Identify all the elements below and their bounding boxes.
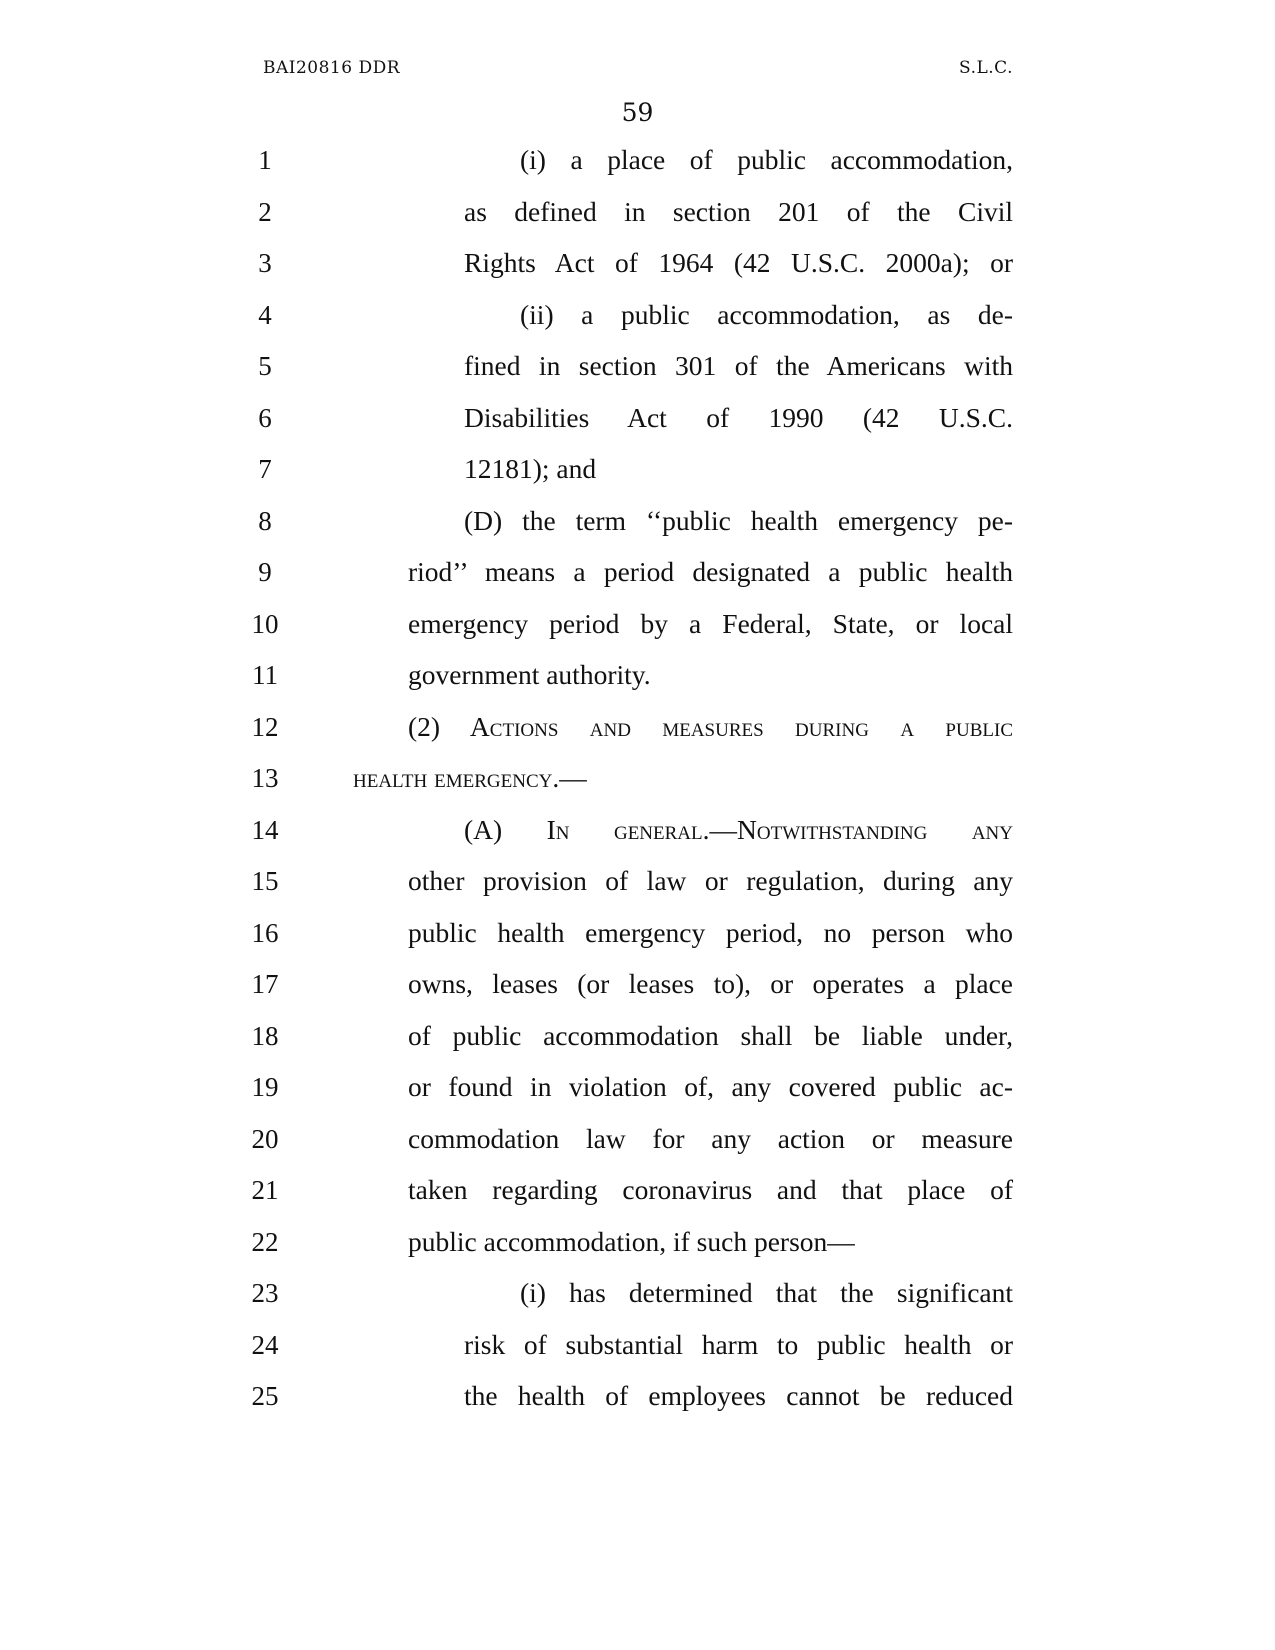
- line-text: Disabilities Act of 1990 (42 U.S.C.: [464, 402, 1013, 433]
- line-number: 12: [251, 712, 279, 742]
- line-number: 8: [258, 506, 272, 536]
- line-text: (2) Actions and measures during a public: [408, 711, 1013, 742]
- text-line: [0, 243, 1275, 283]
- text-line: [0, 295, 1275, 335]
- text-line: [0, 758, 1275, 798]
- line-text: Rights Act of 1964 (42 U.S.C. 2000a); or: [464, 247, 1013, 278]
- line-text: as defined in section 201 of the Civil: [464, 196, 1013, 227]
- text-line: [0, 964, 1275, 1004]
- text-line: [0, 913, 1275, 953]
- line-number: 15: [251, 866, 279, 896]
- text-line: [0, 501, 1275, 541]
- line-number: 14: [251, 815, 279, 845]
- line-text: emergency period by a Federal, State, or local: [408, 608, 1013, 639]
- line-number: 6: [258, 403, 272, 433]
- text-line: [0, 1067, 1275, 1107]
- line-text: 12181); and: [464, 453, 597, 484]
- line-text: risk of substantial harm to public health or: [464, 1329, 1013, 1360]
- line-text: other provision of law or regulation, during any: [408, 865, 1013, 896]
- line-number: 21: [251, 1175, 279, 1205]
- line-number: 18: [251, 1021, 279, 1051]
- text-line: [0, 1016, 1275, 1056]
- line-number: 11: [252, 660, 278, 690]
- line-text: (ii) a public accommodation, as de-: [520, 299, 1013, 330]
- line-text: of public accommodation shall be liable under,: [408, 1020, 1013, 1051]
- line-number: 3: [258, 248, 272, 278]
- text-line: [0, 1119, 1275, 1159]
- line-text: health emergency.—: [353, 762, 587, 793]
- line-text: public health emergency period, no person who: [408, 917, 1013, 948]
- text-line: [0, 1273, 1275, 1313]
- text-line: [0, 449, 1275, 489]
- line-number: 23: [251, 1278, 279, 1308]
- page-number: 59: [621, 98, 654, 127]
- line-number: 4: [258, 300, 272, 330]
- text-line: [0, 192, 1275, 232]
- line-text: owns, leases (or leases to), or operates a place: [408, 968, 1013, 999]
- line-number: 13: [251, 763, 279, 793]
- line-text: (D) the term ‘‘public health emergency pe-: [464, 505, 1013, 536]
- line-number: 16: [251, 918, 279, 948]
- line-text: (A) In general.—Notwithstanding any: [464, 814, 1013, 845]
- line-text: public accommodation, if such person—: [408, 1226, 855, 1257]
- text-line: [0, 1376, 1275, 1416]
- line-text: commodation law for any action or measure: [408, 1123, 1013, 1154]
- line-number: 2: [258, 197, 272, 227]
- line-text: or found in violation of, any covered public ac-: [408, 1071, 1013, 1102]
- text-line: [0, 1170, 1275, 1210]
- line-text: (i) a place of public accommodation,: [520, 144, 1013, 175]
- line-number: 5: [258, 351, 272, 381]
- text-line: [0, 810, 1275, 850]
- text-line: [0, 140, 1275, 180]
- line-text: fined in section 301 of the Americans with: [464, 350, 1013, 381]
- line-number: 20: [251, 1124, 279, 1154]
- line-text: government authority.: [408, 659, 651, 690]
- document-id: BAI20816 DDR: [263, 58, 401, 78]
- document-code: S.L.C.: [959, 58, 1013, 78]
- text-line: [0, 552, 1275, 592]
- text-line: [0, 346, 1275, 386]
- line-number: 22: [251, 1227, 279, 1257]
- text-line: [0, 707, 1275, 747]
- text-line: [0, 398, 1275, 438]
- line-text: the health of employees cannot be reduced: [464, 1380, 1013, 1411]
- line-text: (i) has determined that the significant: [520, 1277, 1013, 1308]
- line-text: riod’’ means a period designated a public health: [408, 556, 1013, 587]
- text-line: [0, 604, 1275, 644]
- text-line: [0, 1222, 1275, 1262]
- line-number: 19: [251, 1072, 279, 1102]
- text-line: [0, 655, 1275, 695]
- line-number: 1: [258, 145, 272, 175]
- text-line: [0, 861, 1275, 901]
- line-number: 7: [258, 454, 272, 484]
- text-line: [0, 1325, 1275, 1365]
- line-text: taken regarding coronavirus and that place of: [408, 1174, 1013, 1205]
- line-number: 10: [251, 609, 279, 639]
- line-number: 9: [258, 557, 272, 587]
- line-number: 17: [251, 969, 279, 999]
- line-number: 24: [251, 1330, 279, 1360]
- line-number: 25: [251, 1381, 279, 1411]
